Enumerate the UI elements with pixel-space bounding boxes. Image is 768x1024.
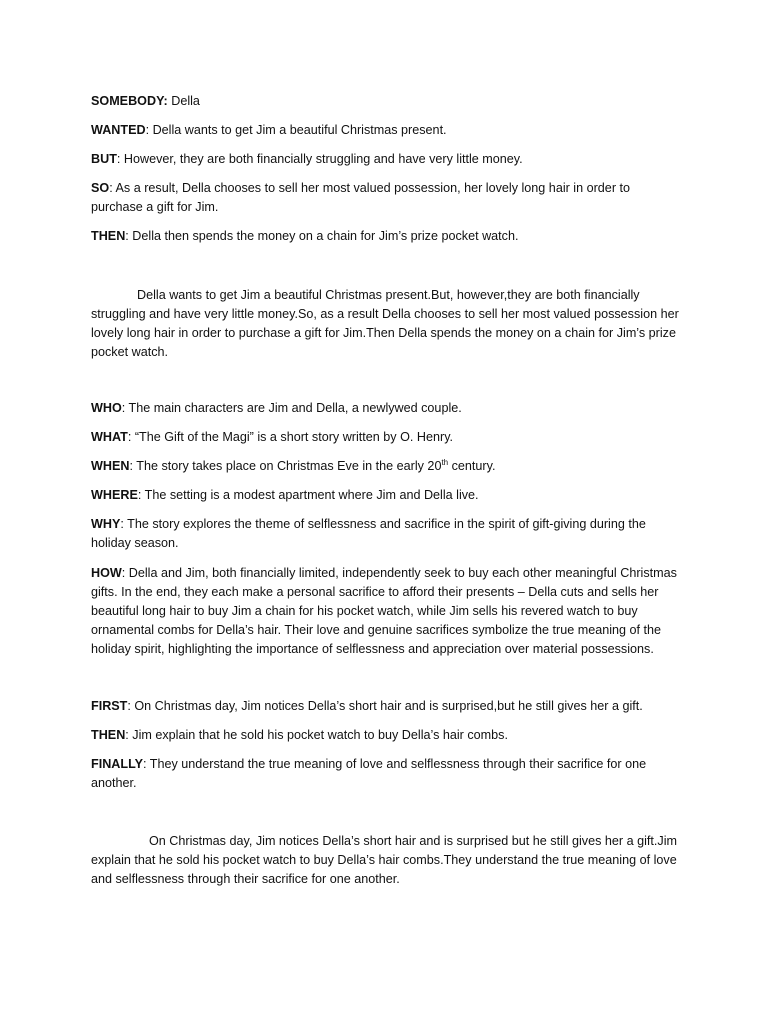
wanted-text: : Della wants to get Jim a beautiful Christmas present.: [145, 123, 447, 137]
first-text: : On Christmas day, Jim notices Della’s short hair and is surprised,but he still gives her a gift.: [127, 699, 643, 713]
somebody-line: [91, 92, 683, 111]
but-text: : However, they are both financially struggling and have very little money.: [116, 152, 523, 166]
then-line: [91, 227, 683, 246]
when-text: : The story takes place on Christmas Eve in the early 20: [129, 459, 442, 473]
wanted-line: [91, 121, 683, 140]
when-text-after: century.: [448, 459, 496, 473]
but-label: BUT: [91, 152, 117, 166]
first-label: FIRST: [91, 699, 128, 713]
why-text: : The story explores the theme of selflessness and sacrifice in the spirit of gift-giving during the holiday season.: [91, 517, 646, 550]
who-line: [91, 399, 683, 418]
where-text: : The setting is a modest apartment where Jim and Della live.: [137, 488, 479, 502]
then-text-2: : Jim explain that he sold his pocket watch to buy Della’s hair combs.: [125, 728, 508, 742]
finally-text: : They understand the true meaning of love and selflessness through their sacrifice for one another.: [91, 757, 647, 790]
finally-label: FINALLY: [91, 757, 144, 771]
summary-paragraph-2: On Christmas day, Jim notices Della’s short hair and is surprised but he still gives her a gift.Jim explain that he sold his pocket watch to buy Della’s hair combs.They understand the true meaning of love and selflessness through their sacrifice for one another.: [91, 834, 677, 886]
who-label: WHO: [91, 401, 122, 415]
then-label-2: THEN: [91, 728, 126, 742]
what-line: [91, 428, 683, 447]
then-text: : Della then spends the money on a chain for Jim’s prize pocket watch.: [125, 229, 519, 243]
so-text: : As a result, Della chooses to sell her most valued possession, her lovely long hair in order to purchase a gift for Jim.: [91, 181, 631, 214]
where-label: WHERE: [91, 488, 138, 502]
then-line-2: [91, 726, 683, 745]
how-paragraph: [91, 564, 683, 659]
when-superscript: th: [441, 457, 449, 467]
first-line: [91, 697, 683, 716]
but-line: [91, 150, 683, 169]
then-label: THEN: [91, 229, 126, 243]
when-line: [91, 457, 683, 476]
why-label: WHY: [91, 517, 121, 531]
what-label: WHAT: [91, 430, 128, 444]
summary-paragraph-1: Della wants to get Jim a beautiful Christmas present.But, however,they are both financially struggling and have very little money.So, as a result Della chooses to sell her most valued possession her lovely long hair in order to purchase a gift for Jim.Then Della spends the money on a chain for Jim’s prize pocket watch.: [91, 288, 679, 359]
somebody-label: SOMEBODY:: [91, 94, 168, 108]
how-text: : Della and Jim, both financially limited, independently seek to buy each other meaningful Christmas gifts. In the end, they each make a personal sacrifice to afford their presents – Della cuts and sells her beautiful long hair to buy Jim a chain for his pocket watch, while Jim sells his revered watch to buy ornamental combs for Della’s hair. Their love and genuine sacrifices symbolize the true meaning of the holiday spirit, highlighting the importance of selflessness and appreciation over material possessions.: [91, 566, 677, 656]
so-paragraph: [91, 179, 683, 217]
where-line: [91, 486, 683, 505]
so-label: SO: [91, 181, 110, 195]
finally-paragraph: [91, 755, 683, 793]
when-label: WHEN: [91, 459, 130, 473]
who-text: : The main characters are Jim and Della, a newlywed couple.: [121, 401, 462, 415]
what-text: : “The Gift of the Magi” is a short story written by O. Henry.: [127, 430, 454, 444]
somebody-text: Della: [167, 94, 200, 108]
why-paragraph: [91, 515, 683, 553]
wanted-label: WANTED: [91, 123, 146, 137]
how-label: HOW: [91, 566, 122, 580]
